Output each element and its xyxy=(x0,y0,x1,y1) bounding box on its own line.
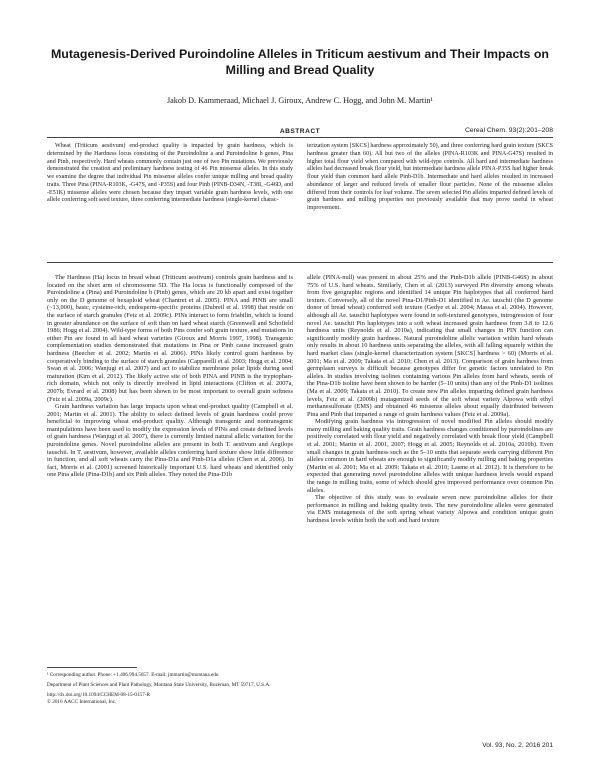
abstract-bottom-rule xyxy=(47,262,553,263)
author-list: Jakob D. Kammeraad, Michael J. Giroux, Andrew C. Hogg, and John M. Martin¹ xyxy=(166,96,433,105)
abstract-column-left: Wheat (Triticum aestivum) end-product quality is impacted by grain hardness, which is determined by the Hardness locus consisting of the Puroindoline a and Puroindoline b genes, Pina and Pinb, respectively. Hard wheats commonly contain just one of two Pin mutations. We previously demonstrated the creation and preliminary hardness testing of 46 Pin missense alleles. In this study we examine the degree that individual Pin missense alleles confer unique milling and bread quality traits. Three Pina (PINA-R103K, -G47S, and -P35S) and four Pinb (PINB-D34N, -T38I, -G46D, and -E51K) missense alleles were chosen because they impart variable grain hardness levels, with one allele conferring soft seed texture, three conferring intermediate hardness (single-kernel charac- xyxy=(47,143,293,204)
doi-link[interactable]: http://dx.doi.org/10.1094/CCHEM-08-15-0157-R xyxy=(47,692,150,698)
abstract-column-right: terization system [SKCS] hardness approximately 50), and three conferring hard grain texture (SKCS hardness greater than 60). All but two of the alleles (PINA-R103K and PINA-G47S) resulted in higher total flour yield when compared with wild-type controls. All hard and intermediate hardness alleles had decreased break flour yield, but intermediate hardness allele PINA-P35S had higher break flour yield than common hard allele Pinb-D1b. Intermediate and hard alleles resulted in increased abundance of larger and reduced levels of smaller flour particles. None of the missense alleles differed from their controls for loaf volume. The seven selected Pin alleles imparted defined levels of grain hardness and milling properties not previously available that may prove useful in wheat improvement. xyxy=(307,143,553,211)
corresponding-author-note: ¹ Corresponding author. Phone: +1.406.994.5057. E-mail: jmmartin@montana.edu xyxy=(47,672,219,678)
body-paragraph: Modifying grain hardness via introgression of novel modified Pin alleles should modify many milling and baking quality traits. Grain hardness changes conditioned by puroindolines are positively correlated with flour yield and negatively correlated with break flour yield (Campbell et al. 2001; Martin et al. 2001, 2007; Hogg et al. 2005; Reynolds et al. 2010a, 2010b). Even small changes in grain hardness such as the 5–10 units that separate seeds carrying different Pin alleles common in hard wheats are enough to significantly modify milling and baking properties (Martin et al. 2001; Ma et al. 2009; Takata et al. 2010; Lasme et al. 2012). It is therefore to be expected that generating novel puroindoline alleles with unique hardness levels would expand the range in milling traits, some of which should give improved performance over common Pin alleles. xyxy=(307,418,553,494)
body-paragraph: The objective of this study was to evaluate seven new puroindoline alleles for their performance in milling and baking quality tests. The new puroindoline alleles were generated via EMS mutagenesis of the soft spring wheat variety Alpowa and condition unique grain hardness levels within both the soft and hard texture xyxy=(307,494,553,524)
body-paragraph: Grain hardness variation has large impacts upon wheat end-product quality (Campbell et al. 2001; Martin et al. 2001). The ability to select defined levels of grain hardness could prove beneficial to improving wheat end-product quality. Although transgenic and nontransgenic manipulations have been used to modify the expression levels of PINs and create defined levels of grain hardness (Wanjugi et al. 2007), there is currently limited natural allelic variation for the puroindoline genes. Novel puroindoline alleles are present in both T. aestivum and Aegilops tauschii. In T. aestivum, however, available alleles conferring hard texture show little difference in function, and all soft wheats carry the Pina-D1a and Pinb-D1a alleles (Chen et al. 2006). In fact, Morris et al. (2001) screened historically important U.S. hard wheats and identified only one Pina allele (Pina-D1b) and six Pinb alleles. They noted the Pina-D1b xyxy=(47,403,293,479)
article-title: Mutagenesis-Derived Puroindoline Alleles in Triticum aestivum and Their Impacts on Milling and Bread Quality xyxy=(50,47,550,77)
copyright-note: © 2016 AACC International, Inc. xyxy=(47,699,117,705)
footnote-rule xyxy=(47,667,137,668)
body-paragraph: allele (PINA-null) was present in about 25% and the Pinb-D1b allele (PINB-G46S) in about 75% of U.S. hard wheats. Similarly, Chen et al. (2013) surveyed Pin diversity among wheats from five geographic regions and identified 14 unique Pin haplotypes that all conferred hard texture. Conversely, all of the novel Pina-D1/Pinb-D1 identified in Ae. tauschii (the D genome donor of bread wheat) conferred soft texture (Gedye et al. 2004; Massa et al. 2004). However, although all Ae. tauschii haplotypes were found in soft-textured genotypes, introgression of four novel Ae. tauschii Pin haplotypes into a soft wheat increased grain hardness from 3.8 to 12.6 hardness units (Reynolds et al. 2010a), indicating that small changes in PIN function can significantly modify grain hardness. Natural puroindoline allelic variation within hard wheats only results in about 10 hardness units separating the alleles, with all falling squarely within the hard market class (single-kernel characterization system [SKCS] hardness > 60) (Morris et al. 2001; Ma et al. 2009; Takata et al. 2010; Chen et al. 2013). Comparison of grain hardness from germplasm surveys is difficult because genotypes differ for genetic factors unrelated to Pin alleles. In studies involving isolines containing various Pin alleles from hard wheats, seeds of the Pina-D1b isoline have been shown to be harder (5–10 units) than any of the Pinb-D1 isolines (Ma et al. 2009; Takata et al. 2010). To create new Pin alleles imparting defined grain hardness levels, Feiz et al. (2009b) mutagenized seeds of the soft wheat variety Alpowa with ethyl methanesulfonate (EMS) and obtained 46 missense alleles about equally distributed between Pina and Pinb that imparted a range of grain hardness values (Feiz et al. 2009a). xyxy=(307,274,553,418)
footnotes xyxy=(47,672,293,706)
body-paragraph: The Hardness (Ha) locus in bread wheat (Triticum aestivum) controls grain hardness and is located on the short arm of chromosome 5D. The Ha locus is functionally composed of the Puroindoline a (Pina) and Puroindoline b (Pinb) genes, which are 20 kb apart and exist together only on the D genome of hexaploid wheat (Chantret et al. 2005). PINA and PINB are small (~13,000), basic, cysteine-rich, endosperm-specific proteins (Dubreil et al. 1998) that reside on the surface of starch granules (Feiz et al. 2009c). PINs interact to form friabilin, which is found in greater abundance on the surface of soft than on hard wheat starch (Greenwell and Schofield 1986; Hogg et al. 2004). Wild-type forms of both Pins confer soft grain texture, and mutations in either Pin are found in all hard wheat varieties (Giroux and Morris 1997, 1998). Transgenic complementation studies demonstrated that mutations in Pina or Pinb cause increased grain hardness (Beecher et al. 2002; Martin et al. 2006). PINs likely control grain hardness by cooperatively binding to the surface of starch granules (Capparelli et al. 2003; Hogg et al. 2004; Swan et al. 2006; Wanjugi et al. 2007) and act to stabilize membrane polar lipids during seed maturation (Kim et al. 2012). The likely active site of both PINA and PINB is the tryptophan-rich domain, which not only is directly involved in lipid interactions (Clifton et al. 2007a, 2007b; Evrard et al. 2008) but has been shown to be most important to overall grain softness (Feiz et al. 2009a, 2009c). xyxy=(47,274,293,403)
body-column-left xyxy=(47,274,293,479)
page-footer: Vol. 93, No. 2, 2016 201 xyxy=(482,742,553,749)
abstract-top-rule xyxy=(47,137,553,138)
journal-citation: Cereal Chem. 93(2):201–208 xyxy=(464,127,553,134)
affiliation-note: Department of Plant Sciences and Plant Pathology, Montana State University, Bozeman, MT 59717, U.S.A. xyxy=(47,682,271,688)
abstract-heading: ABSTRACT xyxy=(279,128,321,135)
body-column-right xyxy=(307,274,553,525)
